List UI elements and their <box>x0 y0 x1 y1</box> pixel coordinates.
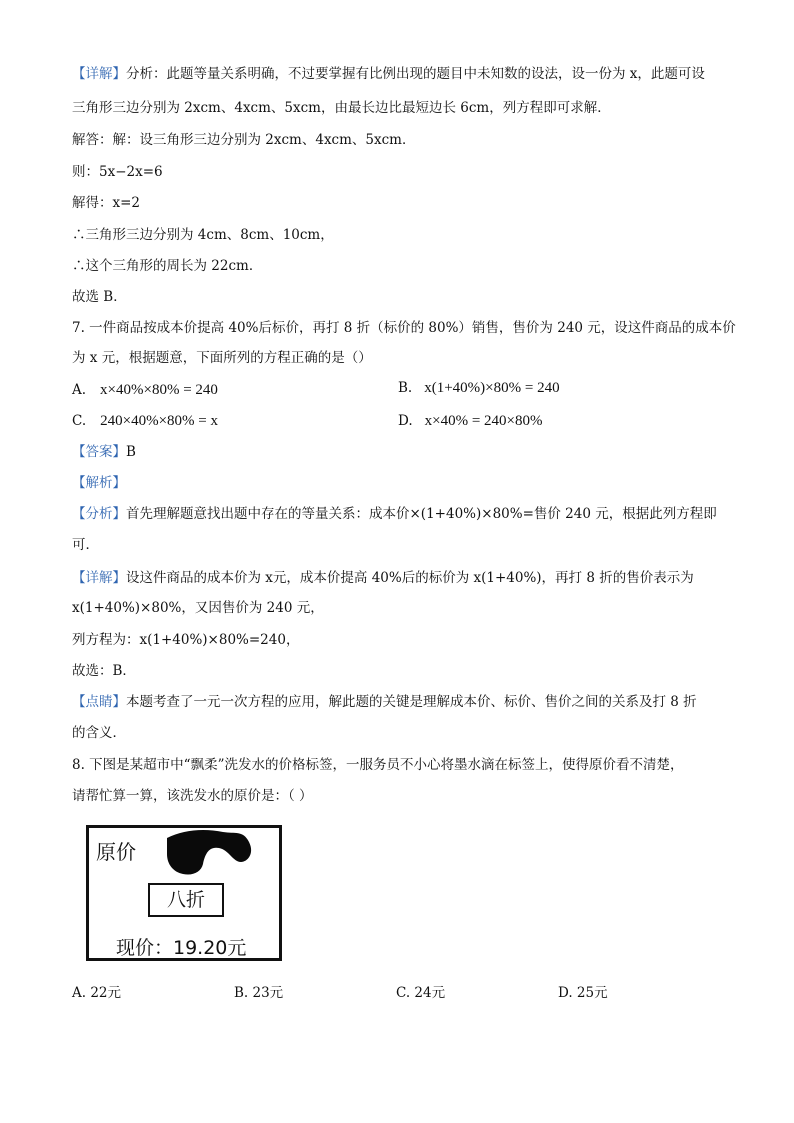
explanation-line-5: 解得：x=2 <box>72 195 141 211</box>
q7-option-a: A. x×40%×80% = 240 <box>72 382 218 398</box>
q7-stem-line-2: 为 x 元，根据题意，下面所列的方程正确的是（） <box>72 350 372 366</box>
q8-stem-line-2: 请帮忙算一算，该洗发水的原价是：（ ） <box>72 788 313 804</box>
q7-option-d: D. x×40% = 240×80% <box>398 413 543 429</box>
explanation-line-8: 故选 B． <box>72 289 127 305</box>
current-price-label: 现价：19.20元 <box>116 937 247 959</box>
explanation-line-3: 解答：解：设三角形三边分别为 2xcm、4xcm、5xcm． <box>72 132 416 148</box>
q7-dianjing-line-1: 【点睛】本题考查了一元一次方程的应用，解此题的关键是理解成本价、标价、售价之间的关系及打 8 折 <box>72 694 697 710</box>
jiexi-tag: 【解析】 <box>72 475 126 491</box>
q7-xiangjie-line-2: x(1+40%)×80%，又因售价为 240 元， <box>72 600 324 616</box>
discount-box: 八折 <box>148 883 224 917</box>
explanation-line-2: 三角形三边分别为 2xcm、4xcm、5xcm，由最长边比最短边长 6cm，列方程即可求解． <box>72 100 611 116</box>
q7-option-c: C. 240×40%×80% = x <box>72 413 219 429</box>
price-tag-figure <box>86 825 282 961</box>
explanation-line-6: ∴三角形三边分别为 4cm、8cm、10cm， <box>72 227 334 243</box>
dianjing-tag: 【点睛】 <box>72 694 126 710</box>
q7-fenxi-line-2: 可． <box>72 537 99 553</box>
explanation-line-1: 【详解】分析：此题等量关系明确，不过要掌握有比例出现的题目中未知数的设法，设一份为 x，此题可设 <box>72 66 705 82</box>
xiangjie-tag: 【详解】 <box>72 570 126 586</box>
q7-xiangjie-line-1: 【详解】设这件商品的成本价为 x元，成本价提高 40%后的标价为 x(1+40%)，再打 8 折的售价表示为 <box>72 570 694 586</box>
q7-jiexi <box>72 473 126 493</box>
q7-xiangjie-line-3: 列方程为：x(1+40%)×80%=240， <box>72 632 300 648</box>
fenxi-tag: 【分析】 <box>72 506 126 522</box>
q7-stem-line-1: 7. 一件商品按成本价提高 40%后标价，再打 8 折（标价的 80%）销售，售价为 240 元，设这件商品的成本价 <box>72 320 736 336</box>
q8-option-d: D. 25元 <box>558 985 608 1001</box>
q8-option-c: C. 24元 <box>396 985 446 1001</box>
q7-option-b: B. x(1+40%)×80% = 240 <box>398 380 560 396</box>
explanation-line-7: ∴这个三角形的周长为 22cm． <box>72 258 263 274</box>
q8-option-b: B. 23元 <box>234 985 284 1001</box>
q7-fenxi-line-1: 【分析】首先理解题意找出题中存在的等量关系：成本价×(1+40%)×80%=售价 240 元，根据此列方程即 <box>72 506 717 522</box>
answer-tag: 【答案】 <box>72 444 126 460</box>
q7-xiangjie-line-4: 故选：B． <box>72 663 136 679</box>
q8-option-a: A. 22元 <box>72 985 122 1001</box>
q7-dianjing-line-2: 的含义． <box>72 725 126 741</box>
detail-tag: 【详解】 <box>72 66 126 82</box>
q8-stem-line-1: 8. 下图是某超市中“飘柔”洗发水的价格标签，一服务员不小心将墨水滴在标签上，使得原价看不清楚， <box>72 757 684 773</box>
q7-answer: 【答案】B <box>72 444 136 460</box>
original-price-label: 原价 <box>96 840 136 864</box>
ink-blot-icon <box>163 828 263 880</box>
explanation-line-4: 则：5x−2x=6 <box>72 164 163 180</box>
